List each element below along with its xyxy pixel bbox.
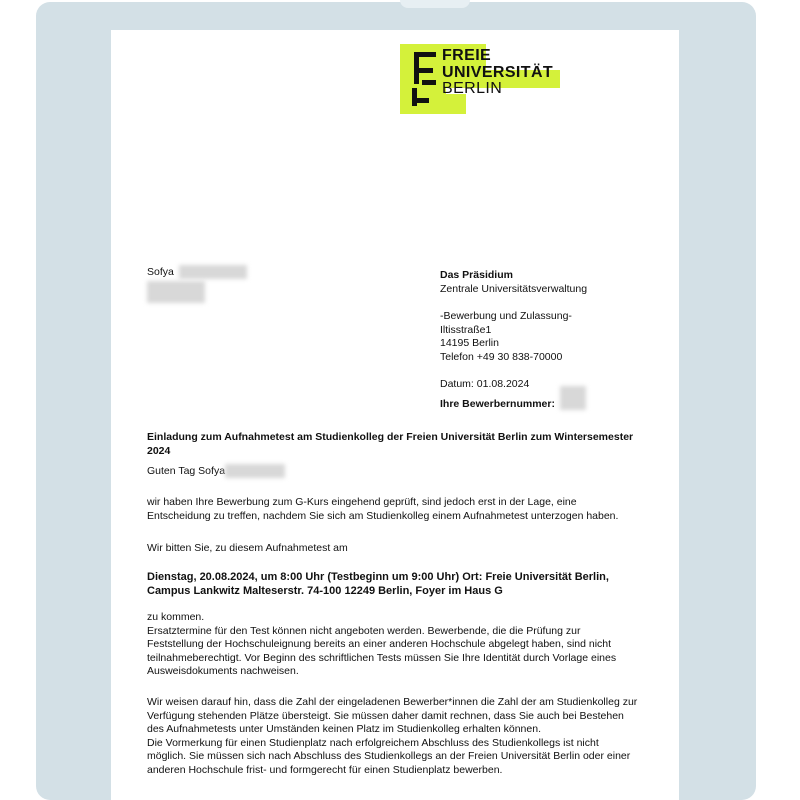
letter-greeting-line: [147, 464, 639, 478]
logo-line-freie: FREIE: [442, 47, 492, 64]
letter-greeting: Guten Tag Sofya: [147, 464, 226, 477]
sender-block: [440, 269, 670, 416]
redacted-applicant-number: [560, 386, 586, 410]
paragraph-invitation: Wir bitten Sie, zu diesem Aufnahmetest am: [147, 542, 348, 554]
paragraph-capacity: Wir weisen darauf hin, dass die Zahl der eingeladenen Bewerber*innen die Zahl der am Studienkolleg zur Verfügung stehenden Plätze übersteigt. Sie müssen daher damit rechnen, dass Sie auch bei Bestehen des Aufnahmetests unter Umständen keinen Platz im Studienkolleg erhalten können.: [147, 696, 638, 735]
letter-date: Datum: 01.08.2024: [440, 378, 530, 390]
paragraph-capacity-note: [147, 696, 639, 777]
sender-title: Das Präsidium: [440, 269, 513, 281]
logo-line-universitaet: UNIVERSITÄT: [442, 63, 554, 81]
redacted-greeting-surname: [225, 464, 285, 478]
paragraph-test-conditions: [147, 611, 639, 679]
paragraph-rules: Ersatztermine für den Test können nicht angeboten werden. Bewerbende, die die Prüfung zur Feststellung der Hochschuleignung bereits an einer anderen Hochschule abgelegt haben, sind nicht teilnahmeberechtigt. Vor Beginn des schriftlichen Tests müssen Sie Ihre Identität durch Vorlage eines Ausweisdokuments nachweisen.: [147, 624, 617, 677]
paragraph-no-reservation: Die Vormerkung für einen Studienplatz nach erfolgreichem Abschluss des Studienkollegs ist nicht möglich. Sie müssen sich nach Abschluss des Studienkollegs an der Freien Universität Berlin oder einer anderen Hochschule frist- und formgerecht für einen Studienplatz bewerben.: [147, 736, 631, 776]
redacted-address: [147, 281, 205, 303]
viewer-top-handle: [400, 0, 470, 8]
applicant-number-label: Ihre Bewerbernummer:: [440, 397, 555, 410]
fu-berlin-logo: [400, 42, 562, 122]
letter-subject: Einladung zum Aufnahmetest am Studienkolleg der Freien Universität Berlin zum Wintersemester 2024: [147, 431, 634, 457]
redacted-surname: [179, 265, 247, 279]
logo-line-berlin: BERLIN: [442, 80, 503, 97]
paragraph-application-review: wir haben Ihre Bewerbung zum G-Kurs eingehend geprüft, sind jedoch erst in der Lage, eine Entscheidung zu treffen, nachdem Sie sich am Studienkolleg einem Aufnahmetest unterzogen haben.: [147, 496, 619, 522]
sender-phone: Telefon +49 30 838-70000: [440, 350, 563, 363]
test-appointment: Dienstag, 20.08.2024, um 8:00 Uhr (Testbeginn um 9:00 Uhr) Ort: Freie Universität Berlin, Campus Lankwitz Malteserstr. 74-100 12249 Berlin, Foyer im Haus G: [147, 571, 609, 597]
sender-street: Iltisstraße1: [440, 323, 492, 336]
letter-page: [111, 30, 679, 800]
recipient-name: Sofya: [147, 265, 174, 278]
sender-city: 14195 Berlin: [440, 337, 499, 349]
sender-unit: -Bewerbung und Zulassung-: [440, 310, 572, 322]
sender-department: Zentrale Universitätsverwaltung: [440, 282, 588, 295]
recipient-address: [147, 265, 247, 308]
paragraph-come: zu kommen.: [147, 611, 205, 623]
